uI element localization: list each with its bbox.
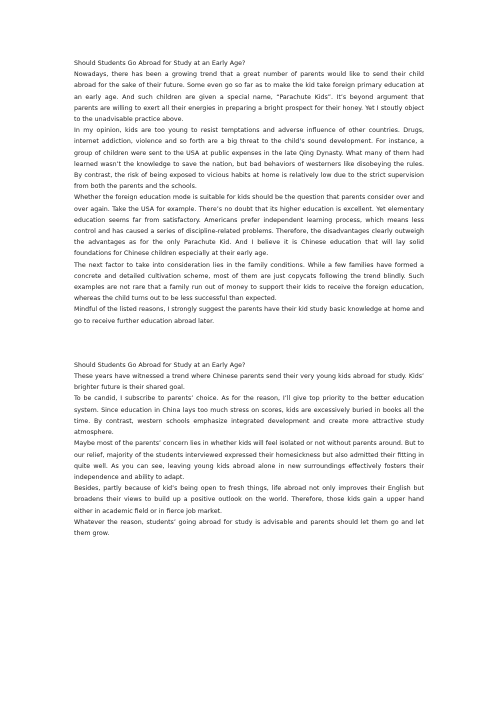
paragraph: In my opinion, kids are too young to resist temptations and adverse influence of other countries. Drugs, internet addiction, violence and so forth are a big threat to the child’s sound development. For instance, a group of children were sent to the USA at public expenses in the late Qing Dynasty. What many of them had learned wasn’t the knowledge to save the nation, but bad behaviors of westerners like disobeying the rules. By contrast, the risk of being exposed to vicious habits at home is relatively low due to the strict supervision from both the parents and the schools. xyxy=(74,127,424,191)
essay-2 xyxy=(74,360,424,539)
essay-title: Should Students Go Abroad for Study at an Early Age? xyxy=(74,361,246,369)
paragraph: Whether the foreign education mode is suitable for kids should be the question that parents consider over and over again. Take the USA for example. There’s no doubt that its higher education is excellent. Yet elementary education seems far from satisfactory. Americans prefer independent learning process, which means less control and has caused a series of discipline-related problems. Therefore, the disadvantages clearly outweigh the advantages as for the only Parachute Kid. And I believe it is Chinese education that will lay solid foundations for Chinese children especially at their early age. xyxy=(74,194,424,258)
paragraph: Whatever the reason, students’ going abroad for study is advisable and parents should let them go and let them grow. xyxy=(74,518,424,537)
essay-title: Should Students Go Abroad for Study at an Early Age? xyxy=(74,60,246,67)
document-page xyxy=(74,58,424,539)
paragraph: The next factor to take into consideration lies in the family conditions. While a few families have formed a concrete and detailed cultivation scheme, most of them are just copycats following the trend blindly. Such examples are not rare that a family run out of money to support their kids to receive the foreign education, whereas the child turns out to be less successful than expected. xyxy=(74,261,424,303)
paragraph: To be candid, I subscribe to parents’ choice. As for the reason, I’ll give top priority to the better education system. Since education in China lays too much stress on scores, kids are excessively buried in books all the time. By contrast, western schools emphasize integrated development and create more attractive study atmosphere. xyxy=(74,395,424,437)
paragraph: Nowadays, there has been a growing trend that a great number of parents would like to send their child abroad for the sake of their future. Some even go so far as to make the kid take foreign primary education at an early age. And such children are given a special name, “Parachute Kids”. It’s beyond argument that parents are willing to exert all their energies in preparing a bright prospect for their honey. Yet I stoutly object to the unadvisable practice above. xyxy=(74,71,424,124)
paragraph: Mindful of the listed reasons, I strongly suggest the parents have their kid study basic knowledge at home and go to receive further education abroad later. xyxy=(74,306,424,325)
paragraph: Besides, partly because of kid’s being open to fresh things, life abroad not only improves their English but broadens their views to build up a positive outlook on the world. Therefore, those kids gain a upper hand either in academic field or in fierce job market. xyxy=(74,485,424,515)
paragraph: These years have witnessed a trend where Chinese parents send their very young kids abroad for study. Kids’ brighter future is their shared goal. xyxy=(74,373,424,392)
essay-1 xyxy=(74,58,424,327)
paragraph: Maybe most of the parents’ concern lies in whether kids will feel isolated or not without parents around. But to our relief, majority of the students interviewed expressed their homesickness but also admitted their fitting in quite well. As you can see, leaving young kids abroad alone in new surroundings effectively fosters their independence and ability to adapt. xyxy=(74,440,424,481)
